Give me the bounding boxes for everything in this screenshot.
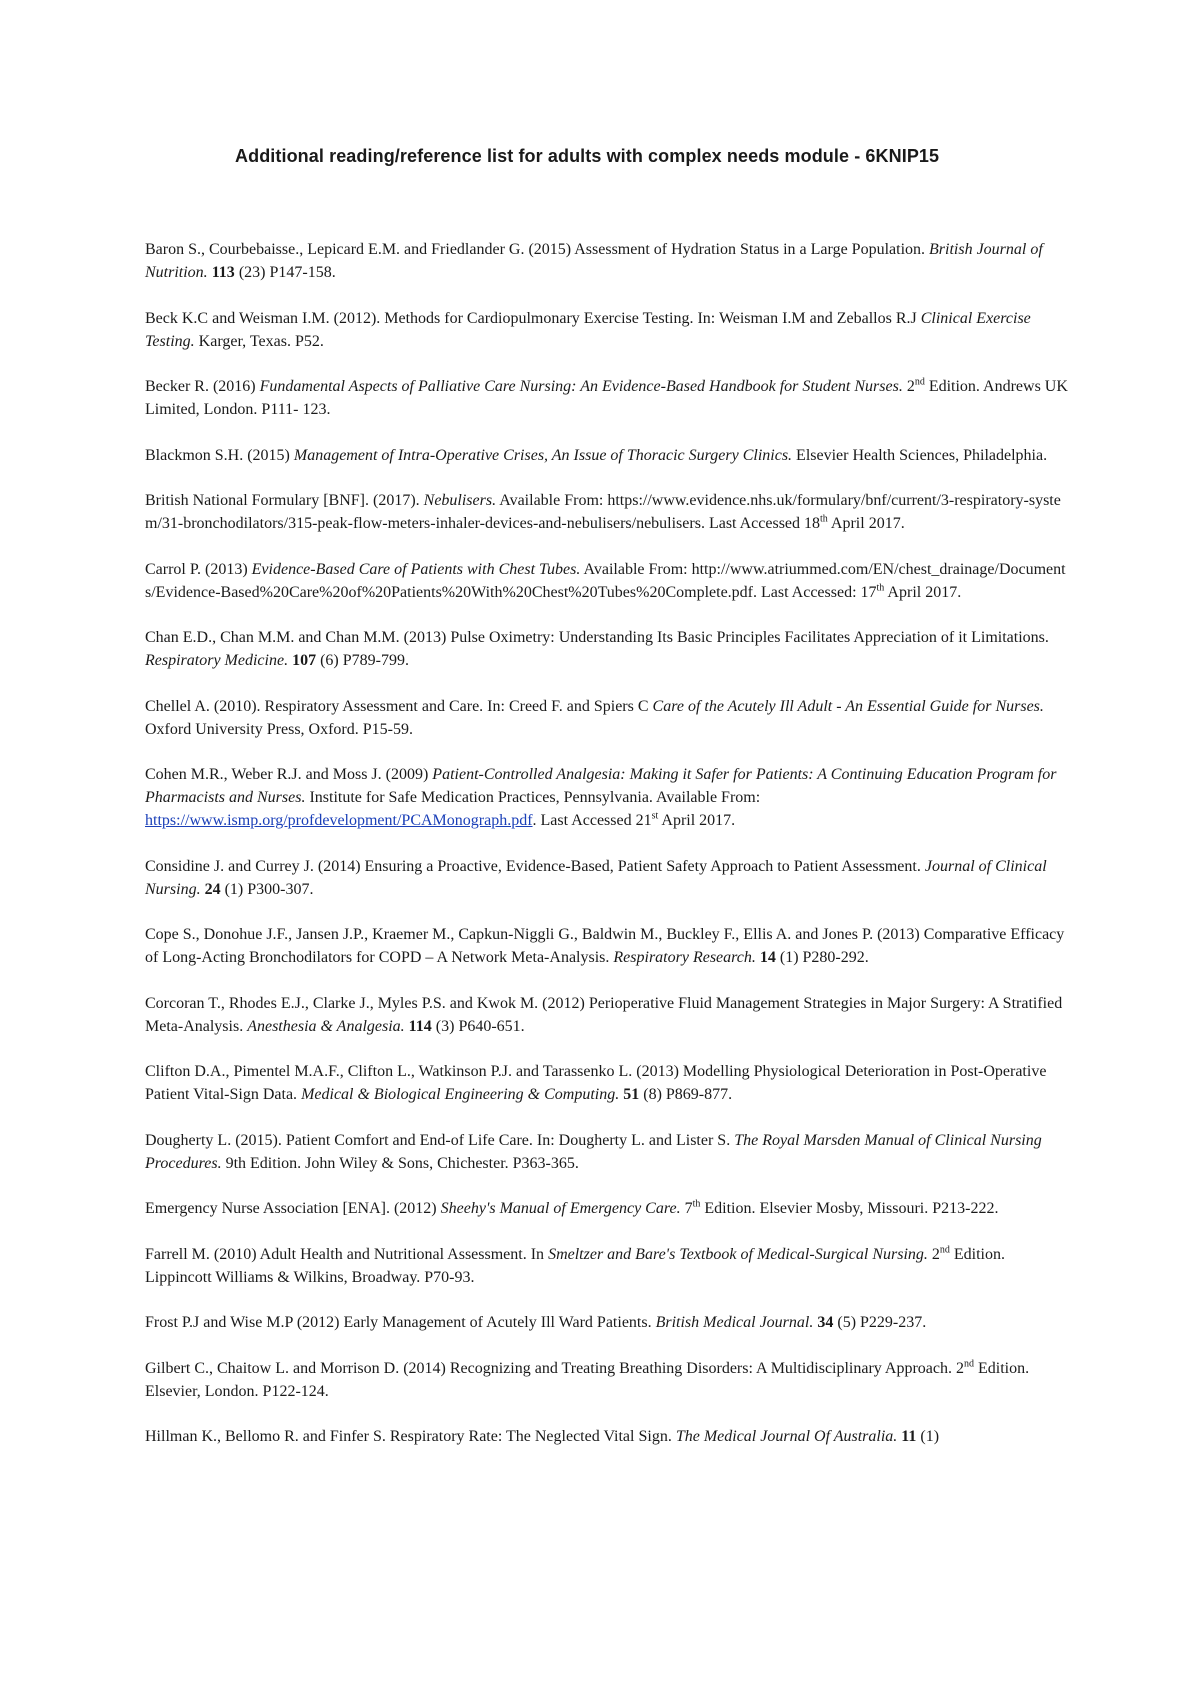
reference-text: Available From: [496,492,608,509]
page-title: Additional reading/reference list for adults with complex needs module - 6KNIP15 [235,146,940,166]
reference-text: . Last Accessed 21 [532,812,652,829]
ordinal-suffix: nd [939,1244,950,1256]
reference-item [145,489,1070,535]
reference-text: Cohen M.R., Weber R.J. and Moss J. (2009) [145,766,433,783]
reference-text: Clifton D.A., Pimentel M.A.F., Clifton L., Watkinson P.J. and Tarassenko L. (2013) Modelling Physiological Deterioration in Post-Operative Patient Vital-Sign Data. [145,1063,1047,1103]
journal-volume: 107 [292,652,317,669]
reference-text: Emergency Nurse Association [ENA]. (2012) [145,1200,441,1217]
reference-text: Edition. Andrews UK Limited, London. P111- 123. [145,378,1068,418]
reference-text: Institute for Safe Medication Practices, Pennsylvania. Available From: [305,789,761,806]
journal-pages: (1) P280-292. [775,949,869,966]
pca-monograph-link[interactable]: https://www.ismp.org/profdevelopment/PCAMonograph.pdf [145,812,533,829]
reference-text: Gilbert C., Chaitow L. and Morrison D. (2014) Recognizing and Treating Breathing Disorders: A Multidisciplinary Approach. 2 [145,1359,965,1377]
ordinal-suffix: th [820,513,828,525]
reference-text: Chellel A. (2010). Respiratory Assessment and Care. In: Creed F. and Spiers C [145,697,653,715]
journal-volume: 34 [817,1314,834,1331]
reference-text: 7 [680,1200,693,1217]
journal-title: The Medical Journal Of Australia. [675,1428,898,1445]
reference-item [145,1197,1070,1220]
reference-text: Beck K.C and Weisman I.M. (2012). Methods for Cardiopulmonary Exercise Testing. In: Weisman I.M and Zeballos R.J [145,309,921,327]
journal-title: Respiratory Medicine. [145,652,289,669]
journal-pages: (6) P789-799. [316,652,409,669]
reference-item [145,558,1070,604]
reference-item [145,855,1070,901]
journal-title: Medical & Biological Engineering & Computing. [301,1086,620,1103]
journal-title: Respiratory Research. [613,949,756,966]
journal-volume: 14 [759,949,776,966]
journal-pages: (1) P300-307. [220,880,314,898]
reference-text: Corcoran T., Rhodes E.J., Clarke J., Myles P.S. and Kwok M. (2012) Perioperative Fluid Management Strategies in Major Surgery: A Stratified Meta-Analysis. [145,994,1063,1035]
reference-item [145,992,1070,1038]
journal-pages: (5) P229-237. [833,1314,927,1331]
reference-text: Available From: [580,560,692,578]
reference-text: Farrell M. (2010) Adult Health and Nutritional Assessment. In [145,1245,549,1263]
reference-text: Karger, Texas. P52. [194,332,324,350]
reference-text: Baron S., Courbebaisse., Lepicard E.M. and Friedlander G. (2015) Assessment of Hydration Status in a Large Population. [145,241,930,258]
reference-item [145,1357,1070,1403]
reference-text: Cope S., Donohue J.F., Jansen J.P., Kraemer M., Capkun-Niggli G., Baldwin M., Buckley F., Ellis A. and Jones P. (2013) Comparative Efficacy of Long-Acting Bronchodilators for COPD – A Network Meta-Analysis. [145,926,1065,966]
journal-pages: (1) [916,1428,940,1445]
journal-title: Journal of Clinical Nursing. [145,857,1047,898]
book-title: Fundamental Aspects of Palliative Care Nursing: An Evidence-Based Handbook for Student Nurses. [259,378,903,395]
journal-volume: 113 [211,264,235,281]
reference-item [145,307,1070,353]
book-title: The Royal Marsden Manual of Clinical Nursing Procedures. [145,1131,1042,1172]
reference-text: . Last Accessed 18 [700,515,821,532]
ordinal-suffix: st [651,810,659,822]
reference-item [145,375,1070,421]
journal-title: British Medical Journal. [655,1314,814,1331]
reference-text: Blackmon S.H. (2015) [145,446,294,464]
reference-text: April 2017. [884,583,962,601]
reference-item [145,444,1070,467]
reference-text: Dougherty L. (2015). Patient Comfort and End-of Life Care. In: Dougherty L. and Lister S. [145,1131,735,1149]
journal-volume: 11 [901,1428,917,1445]
journal-pages: (8) P869-877. [639,1086,733,1103]
journal-volume: 51 [623,1086,640,1103]
journal-volume: 24 [204,880,221,898]
journal-volume: 114 [408,1017,432,1035]
reference-text: Hillman K., Bellomo R. and Finfer S. Respiratory Rate: The Neglected Vital Sign. [145,1428,676,1445]
reference-text: April 2017. [827,515,905,532]
journal-pages: (3) P640-651. [431,1017,525,1035]
reference-text: 2 [927,1245,940,1263]
book-title: Evidence-Based Care of Patients with Chest Tubes. [251,560,581,578]
book-title: Patient-Controlled Analgesia: Making it Safer for Patients: A Continuing Education Program for Pharmacists and Nurses. [145,766,1057,806]
ordinal-suffix: th [692,1198,701,1210]
journal-pages: (23) P147-158. [234,264,336,281]
reference-item [145,1129,1070,1175]
reference-text: Considine J. and Currey J. (2014) Ensuring a Proactive, Evidence-Based, Patient Safety Approach to Patient Assessment. [145,857,925,875]
reference-text: . Last Accessed: 17 [753,583,877,601]
reference-text: Edition. Elsevier, London. P122-124. [145,1359,1030,1400]
reference-text: Carrol P. (2013) [145,560,252,578]
reference-item [145,1243,1070,1289]
ordinal-suffix: nd [914,376,925,388]
reference-text: Chan E.D., Chan M.M. and Chan M.M. (2013) Pulse Oximetry: Understanding Its Basic Principles Facilitates Appreciation of it Limitations. [145,629,1049,646]
reference-item [145,923,1070,969]
reference-text: Edition. Lippincott Williams & Wilkins, Broadway. P70-93. [145,1245,1005,1286]
book-title: Clinical Exercise Testing. [145,309,1031,350]
reference-item [145,1425,1070,1448]
journal-title: British Journal of Nutrition. [145,241,1043,281]
reference-item [145,1311,1070,1334]
journal-title: Anesthesia & Analgesia. [247,1017,405,1035]
reference-text: Elsevier Health Sciences, Philadelphia. [792,446,1048,464]
ordinal-suffix: nd [964,1358,975,1370]
reference-item [145,1060,1070,1106]
reference-text: British National Formulary [BNF]. (2017). [145,492,424,509]
reference-text: 2 [902,378,915,395]
reference-text: Frost P.J and Wise M.P (2012) Early Management of Acutely Ill Ward Patients. [145,1314,656,1331]
reference-item [145,626,1070,672]
book-title: Nebulisers. [423,492,497,509]
book-title: Care of the Acutely Ill Adult - An Essential Guide for Nurses. [652,697,1044,715]
reference-text: April 2017. [658,812,736,829]
reference-text: Oxford University Press, Oxford. P15-59. [145,720,413,738]
reference-item [145,695,1070,741]
reference-item [145,238,1070,284]
reference-item [145,763,1070,832]
reference-text: 9th Edition. John Wiley & Sons, Chichester. P363-365. [221,1154,579,1172]
ordinal-suffix: th [876,582,885,594]
book-title: Smeltzer and Bare's Textbook of Medical-Surgical Nursing. [548,1245,928,1263]
book-title: Management of Intra-Operative Crises, An Issue of Thoracic Surgery Clinics. [293,446,793,464]
reference-text: Edition. Elsevier Mosby, Missouri. P213-222. [700,1200,999,1217]
reference-list [145,238,1070,1471]
reference-text: Becker R. (2016) [145,378,260,395]
reference-url: https://www.evidence.nhs.uk/formulary/bnf/current/3-respiratory-system/31-bronchodilators/315-peak-flow-meters-inhaler-devices-and-nebulisers/nebulisers [145,492,1061,532]
book-title: Sheehy's Manual of Emergency Care. [440,1200,681,1217]
reference-url: http://www.atriummed.com/EN/chest_drainage/Documents/Evidence-Based%20Care%20of%20Patients%20With%20Chest%20Tubes%20Complete.pdf [145,560,1066,601]
